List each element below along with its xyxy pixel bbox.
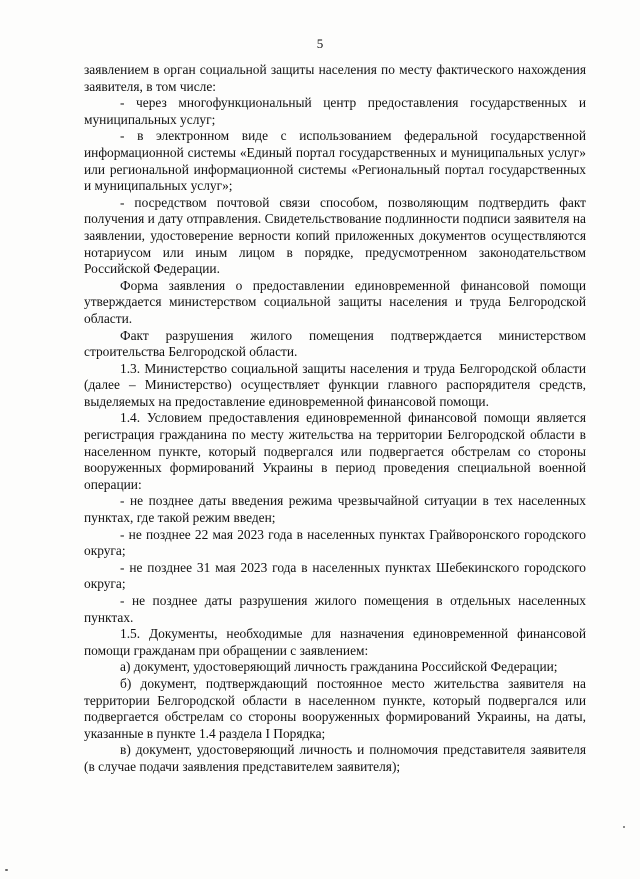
document-body (84, 62, 586, 776)
paragraph-emergency-date: - не позднее даты введения режима чрезвычайной ситуации в тех населенных пунктах, где такой режим введен; (84, 493, 586, 526)
paragraph-item-a: а) документ, удостоверяющий личность гражданина Российской Федерации; (120, 659, 558, 675)
paragraph-item-v: в) документ, удостоверяющий личность и полномочия представителя заявителя (в случае подачи заявления представителем заявителя); (84, 742, 586, 774)
scan-speck (5, 869, 8, 871)
paragraph-1-3: 1.3. Министерство социальной защиты населения и труда Белгородской области (далее – Министерство) осуществляет функции главного распорядителя средств, выделяемых на предоставление единовременной финансовой помощи. (84, 360, 586, 409)
paragraph-destruction-fact: Факт разрушения жилого помещения подтверждается министерством строительства Белгородской области. (84, 327, 586, 360)
page-number: 5 (316, 36, 324, 51)
paragraph-continuation: заявлением в орган социальной защиты населения по месту фактического нахождения заявителя, в том числе: (84, 62, 586, 94)
scan-speck (623, 826, 625, 828)
paragraph-destruction-date: - не позднее даты разрушения жилого помещения в отдельных населенных пунктах. (84, 593, 586, 625)
paragraph-postal: - посредством почтовой связи способом, позволяющим подтвердить факт получения и дату отправления. Свидетельствование подлинности подписи заявителя на заявлении, удостоверение верности копий приложенных документов осуществляются нотариусом или иным лицом в порядке, предусмотренном законодательством Российской Федерации. (84, 194, 586, 277)
paragraph-item-b: б) документ, подтверждающий постоянное место жительства заявителя на территории Белгородской области в населенном пункте, который подвергался или подвергается обстрелам со стороны вооруженных формирований Украины, на даты, указанные в пункте 1.4 раздела I Порядка; (84, 675, 586, 741)
paragraph-mfc: - через многофункциональный центр предоставления государственных и муниципальных услуг; (84, 95, 586, 127)
paragraph-1-5: 1.5. Документы, необходимые для назначения единовременной финансовой помощи гражданам при обращении с заявлением: (84, 626, 586, 658)
paragraph-1-4: 1.4. Условием предоставления единовременной финансовой помощи является регистрация гражданина по месту жительства на территории Белгородской области в населенном пункте, который подвергался или подвергается обстрелам со стороны вооруженных формирований Украины в период проведения специальной военной операции: (84, 410, 586, 492)
paragraph-application-form: Форма заявления о предоставлении единовременной финансовой помощи утверждается министерством социальной защиты населения и труда Белгородской области. (84, 277, 586, 326)
paragraph-shebekino: - не позднее 31 мая 2023 года в населенных пунктах Шебекинского городского округа; (84, 559, 586, 592)
paragraph-grayvoron: - не позднее 22 мая 2023 года в населенных пунктах Грайворонского городского округа; (84, 526, 586, 559)
paragraph-electronic: - в электронном виде с использованием федеральной государственной информационной системы «Единый портал государственных и муниципальных услуг» или региональной информационной системы «Региональный портал государственных и муниципальных услуг»; (84, 128, 586, 194)
